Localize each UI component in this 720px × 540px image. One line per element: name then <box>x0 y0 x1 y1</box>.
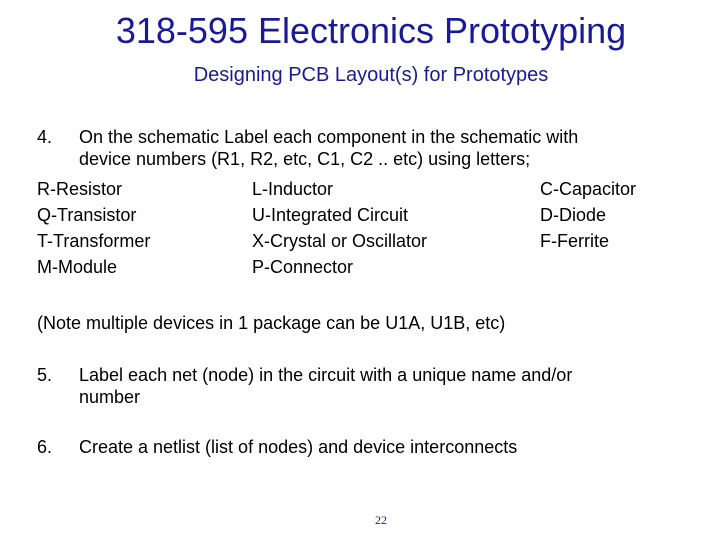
code-transistor: Q-Transistor <box>37 205 137 225</box>
slide-title: 318-595 Electronics Prototyping <box>115 10 627 51</box>
codes-row <box>37 230 677 256</box>
codes-row <box>37 178 677 204</box>
code-connector: P-Connector <box>252 257 354 277</box>
codes-row <box>37 256 677 282</box>
page-number: 22 <box>375 513 387 527</box>
item-5-number: 5. <box>37 365 53 385</box>
code-transformer: T-Transformer <box>37 231 151 251</box>
code-inductor: L-Inductor <box>252 179 334 199</box>
code-integrated-circuit: U-Integrated Circuit <box>252 205 409 225</box>
item-4-text <box>79 126 578 170</box>
codes-row <box>37 204 677 230</box>
slide-subtitle: Designing PCB Layout(s) for Prototypes <box>193 64 549 86</box>
item-6-text: Create a netlist (list of nodes) and device interconnects <box>79 437 518 457</box>
item-4-number: 4. <box>37 127 53 147</box>
code-diode: D-Diode <box>540 205 607 225</box>
item-5-text <box>79 364 572 408</box>
item-6-number: 6. <box>37 437 53 457</box>
item-5-line-2: number <box>79 387 141 407</box>
package-note: (Note multiple devices in 1 package can be U1A, U1B, etc) <box>37 313 506 333</box>
component-codes-table <box>37 178 677 282</box>
code-module: M-Module <box>37 257 118 277</box>
code-crystal-oscillator: X-Crystal or Oscillator <box>252 231 428 251</box>
code-ferrite: F-Ferrite <box>540 231 609 251</box>
code-resistor: R-Resistor <box>37 179 123 199</box>
item-4-line-1: On the schematic Label each component in the schematic with <box>79 127 579 147</box>
item-5-line-1: Label each net (node) in the circuit with a unique name and/or <box>79 365 573 385</box>
item-4-line-2: device numbers (R1, R2, etc, C1, C2 .. etc) using letters; <box>79 149 531 169</box>
code-capacitor: C-Capacitor <box>540 179 637 199</box>
